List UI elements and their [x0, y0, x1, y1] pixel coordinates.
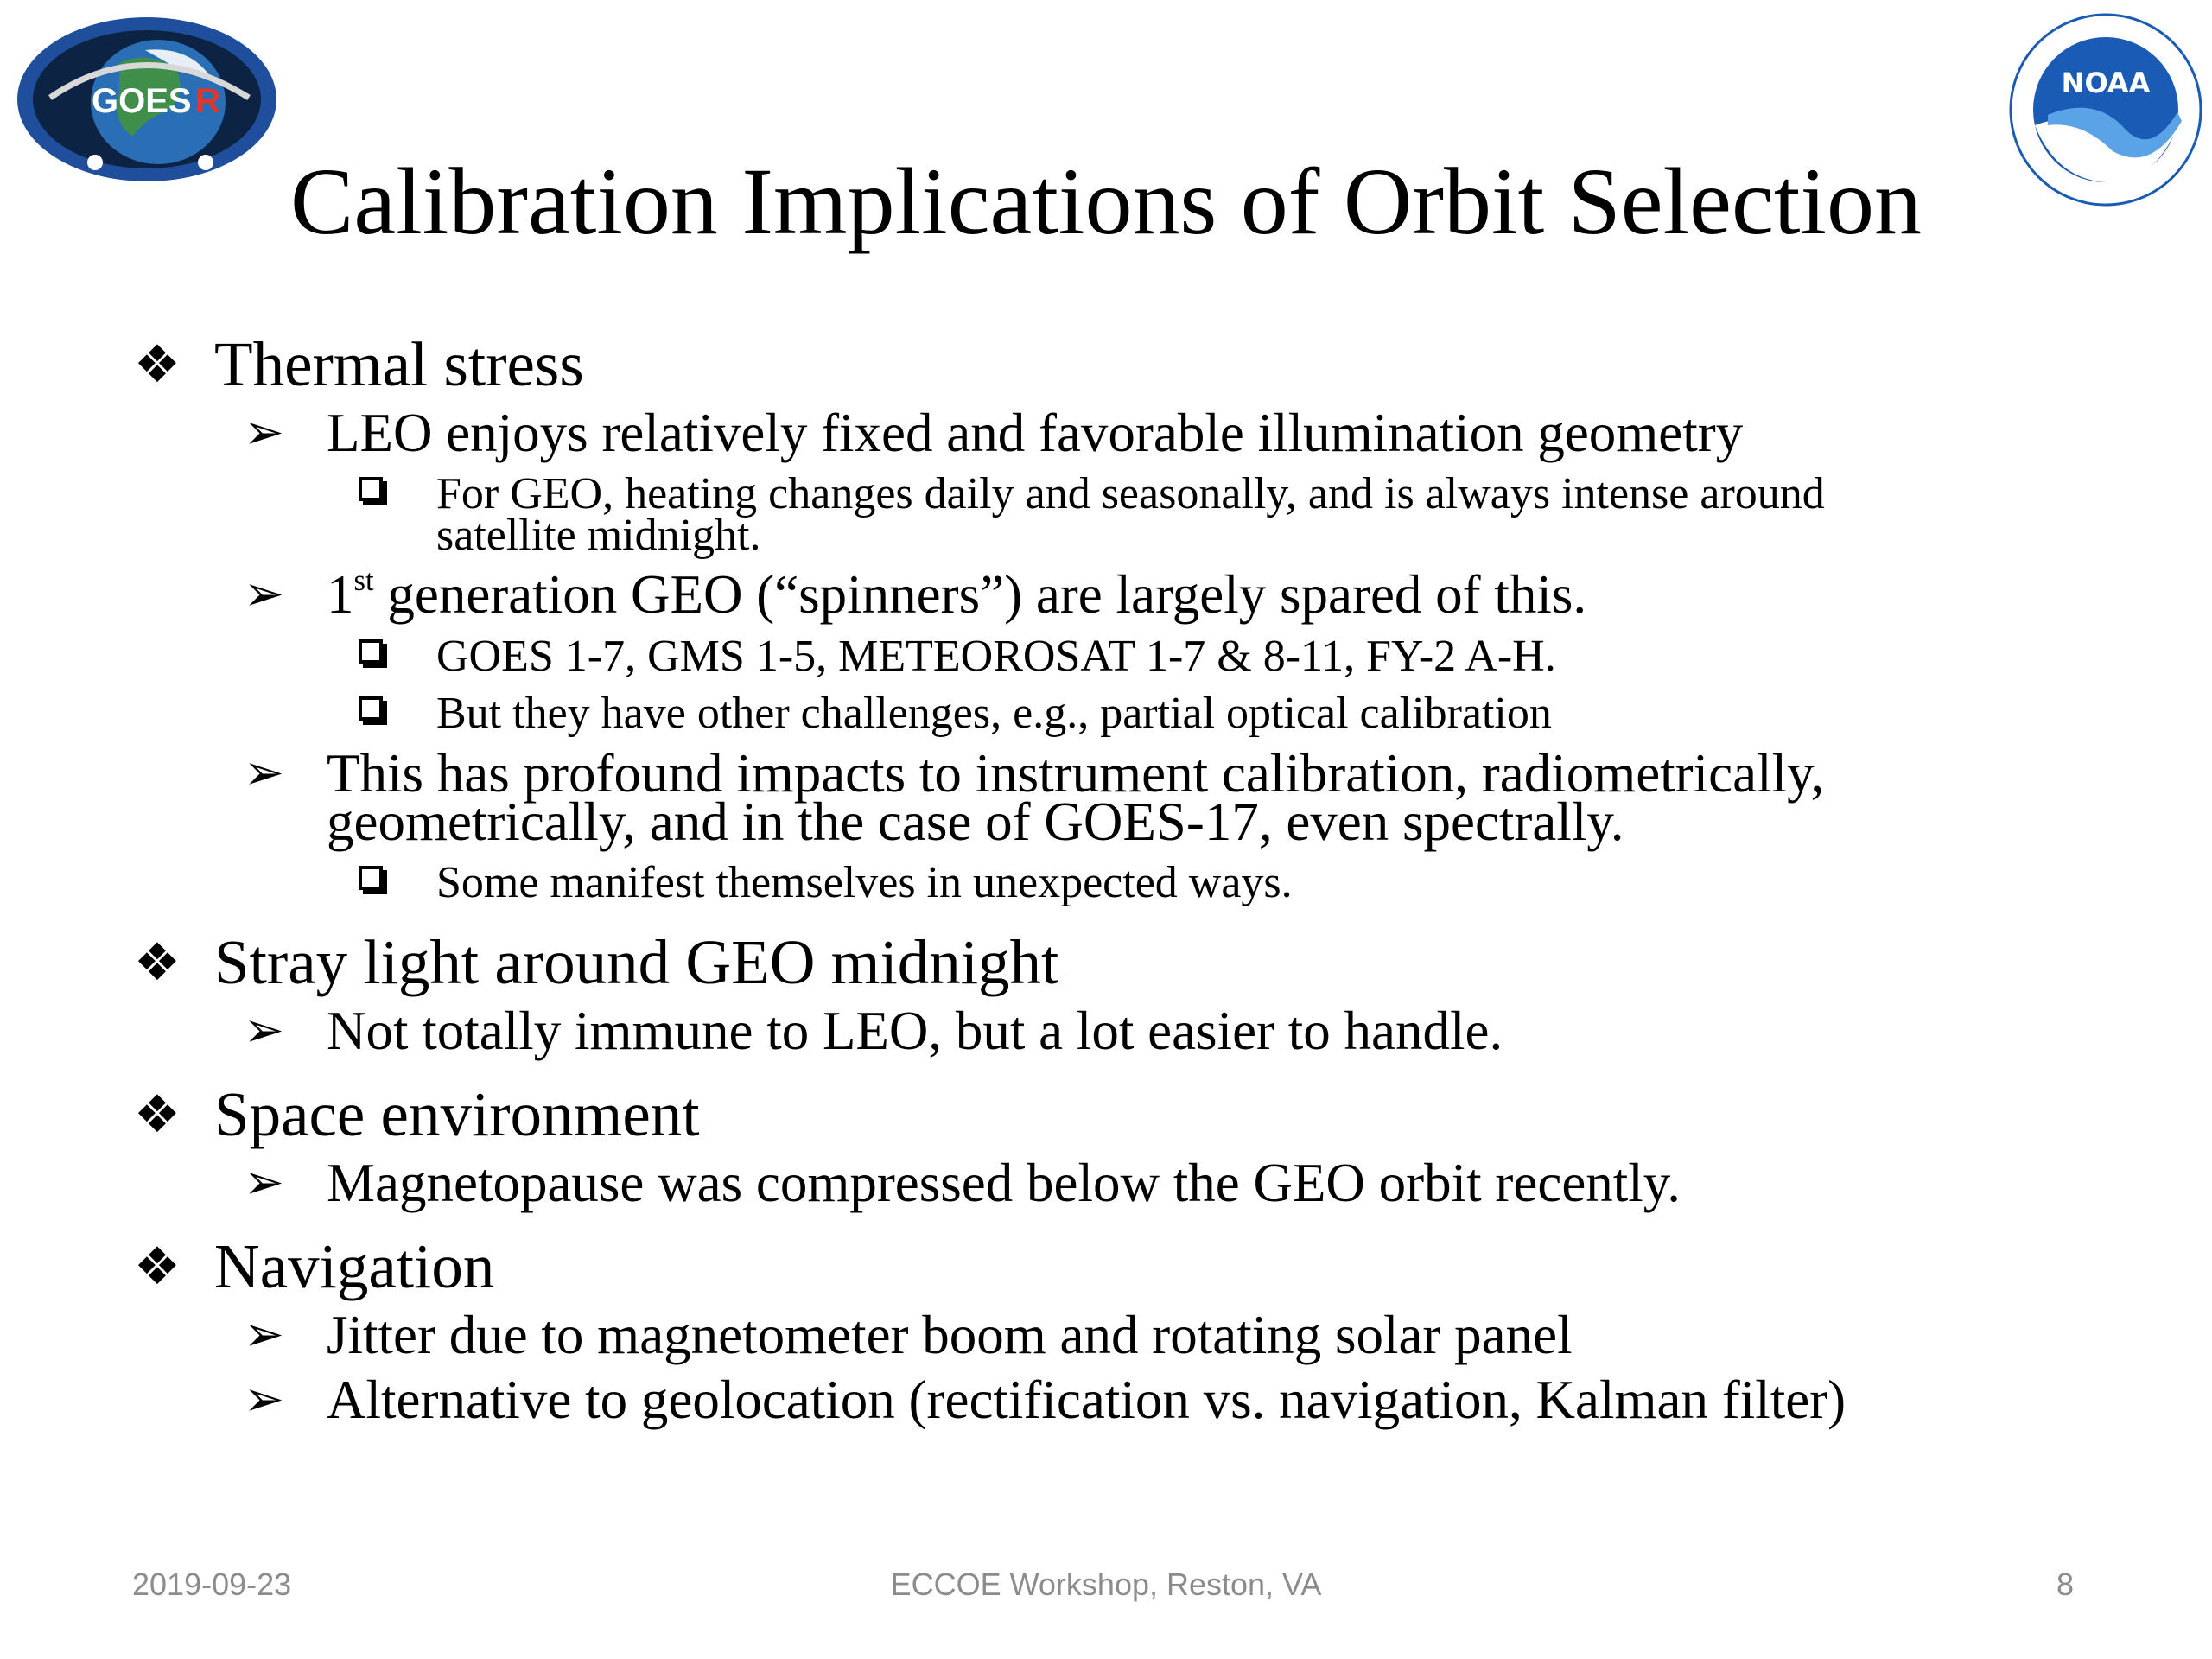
slide-title: Calibration Implications of Orbit Selection — [290, 149, 1922, 254]
bullet-level3: GOES 1-7, GMS 1-5, METEOROSAT 1-7 & 8-11, FY-2 A-H. — [436, 632, 1556, 681]
diamond-bullet-icon: ❖ — [134, 932, 181, 993]
checkbox-bullet-icon — [359, 639, 383, 664]
bullet-level2: LEO enjoys relatively fixed and favorable illumination geometry — [327, 403, 1744, 463]
bullet-level3: Some manifest themselves in unexpected ways. — [436, 858, 1293, 907]
arrow-bullet-icon: ➢ — [244, 1371, 284, 1427]
footer-event: ECCOE Workshop, Reston, VA — [890, 1567, 1322, 1602]
checkbox-bullet-icon — [359, 866, 383, 890]
arrow-bullet-icon: ➢ — [244, 745, 284, 801]
bullet-level2: 1st generation GEO (“spinners”) are largely spared of this. — [327, 564, 1587, 625]
footer-page-number: 8 — [2056, 1567, 2075, 1602]
bullet-level1: Navigation — [214, 1231, 495, 1301]
bullet-level2: This has profound impacts to instrument calibration, radiometrically, — [327, 743, 1825, 804]
footer-date: 2019-09-23 — [132, 1567, 292, 1602]
bullet-level2: Not totally immune to LEO, but a lot easier to handle. — [327, 1001, 1503, 1061]
diamond-bullet-icon: ❖ — [134, 1236, 181, 1297]
svg-text:R: R — [195, 82, 220, 120]
arrow-bullet-icon: ➢ — [244, 404, 284, 461]
diamond-bullet-icon: ❖ — [134, 334, 181, 395]
bullet-level2-continuation: geometrically, and in the case of GOES-17, even spectrally. — [327, 791, 1624, 852]
arrow-bullet-icon: ➢ — [244, 1154, 284, 1211]
bullet-level2: Magnetopause was compressed below the GEO orbit recently. — [327, 1153, 1681, 1213]
svg-text:GOES: GOES — [92, 82, 192, 120]
bullet-level2: Jitter due to magnetometer boom and rotating solar panel — [327, 1305, 1573, 1365]
bullet-level2: Alternative to geolocation (rectification vs. navigation, Kalman filter) — [327, 1370, 1847, 1430]
arrow-bullet-icon: ➢ — [244, 566, 284, 622]
checkbox-bullet-icon — [359, 477, 383, 501]
svg-text:NOAA: NOAA — [2061, 67, 2151, 99]
bullet-level3: But they have other challenges, e.g., partial optical calibration — [436, 689, 1552, 738]
arrow-bullet-icon: ➢ — [244, 1002, 284, 1058]
bullet-level1: Thermal stress — [214, 329, 584, 399]
diamond-bullet-icon: ❖ — [134, 1084, 181, 1145]
arrow-bullet-icon: ➢ — [244, 1306, 284, 1363]
checkbox-bullet-icon — [359, 696, 383, 721]
bullet-level1: Stray light around GEO midnight — [214, 927, 1059, 997]
bullet-level1: Space environment — [214, 1079, 700, 1149]
bullet-level3-continuation: satellite midnight. — [436, 511, 761, 560]
bullet-level3: For GEO, heating changes daily and seasonally, and is always intense around — [436, 469, 1825, 518]
